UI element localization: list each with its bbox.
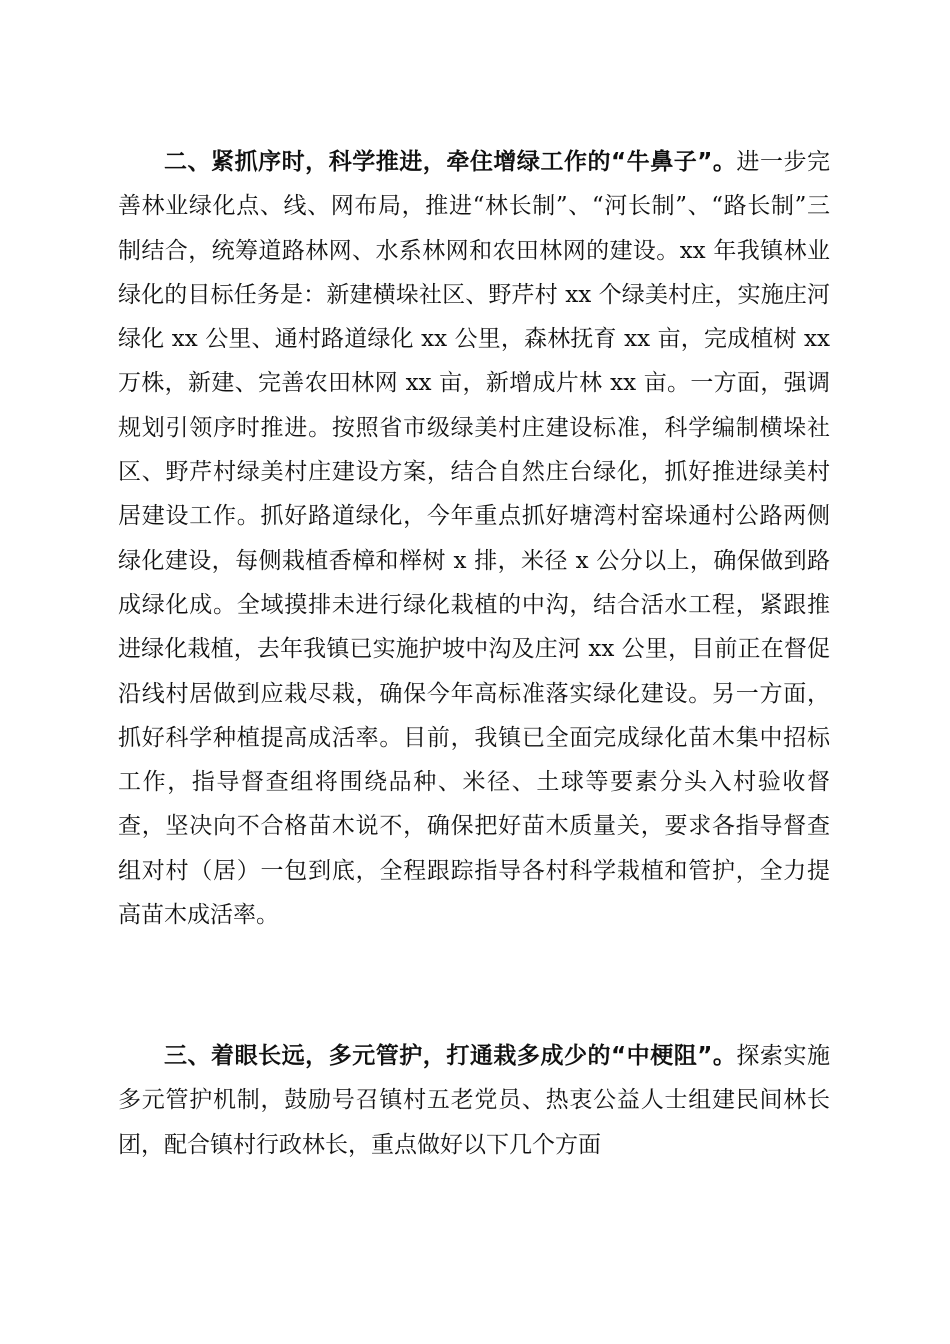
paragraph-two-text	[118, 140, 830, 937]
paragraph-two-heading: 二、紧抓序时，科学推进，牵住增绿工作的“牛鼻子”。	[164, 149, 737, 175]
paragraph-three-text	[118, 1034, 830, 1167]
paragraph-two-body: 进一步完善林业绿化点、线、网布局，推进“林长制”、“河长制”、“路长制”三制结合，统筹道路林网、水系林网和农田林网的建设。xx 年我镇林业绿化的目标任务是：新建横垛社区、野芹村 xx 个绿美村庄，实施庄河绿化 xx 公里、通村路道绿化 xx 公里，森林抚育 xx 亩，完成植树 xx 万株，新建、完善农田林网 xx 亩，新增成片林 xx 亩。一方面，强调规划引领序时推进。按照省市级绿美村庄建设标准，科学编制横垛社区、野芹村绿美村庄建设方案，结合自然庄台绿化，抓好推进绿美村居建设工作。抓好路道绿化，今年重点抓好塘湾村窑垛通村公路两侧绿化建设，每侧栽植香樟和榉树 x 排，米径 x 公分以上，确保做到路成绿化成。全域摸排未进行绿化栽植的中沟，结合活水工程，紧跟推进绿化栽植，去年我镇已实施护坡中沟及庄河 xx 公里，目前正在督促沿线村居做到应栽尽栽，确保今年高标准落实绿化建设。另一方面，抓好科学种植提高成活率。目前，我镇已全面完成绿化苗木集中招标工作，指导督查组将围绕品种、米径、土球等要素分头入村验收督查，坚决向不合格苗木说不，确保把好苗木质量关，要求各指导督查组对村（居）一包到底，全程跟踪指导各村科学栽植和管护，全力提高苗木成活率。	[118, 149, 831, 929]
paragraph-three-body: 探索实施多元管护机制，鼓励号召镇村五老党员、热衷公益人士组建民间林长团，配合镇村行政林长，重点做好以下几个方面	[118, 1043, 831, 1158]
paragraph-three-heading: 三、着眼长远，多元管护，打通栽多成少的“中梗阻”。	[164, 1043, 737, 1069]
paragraph-three	[118, 1034, 830, 1167]
paragraph-two	[118, 140, 830, 937]
